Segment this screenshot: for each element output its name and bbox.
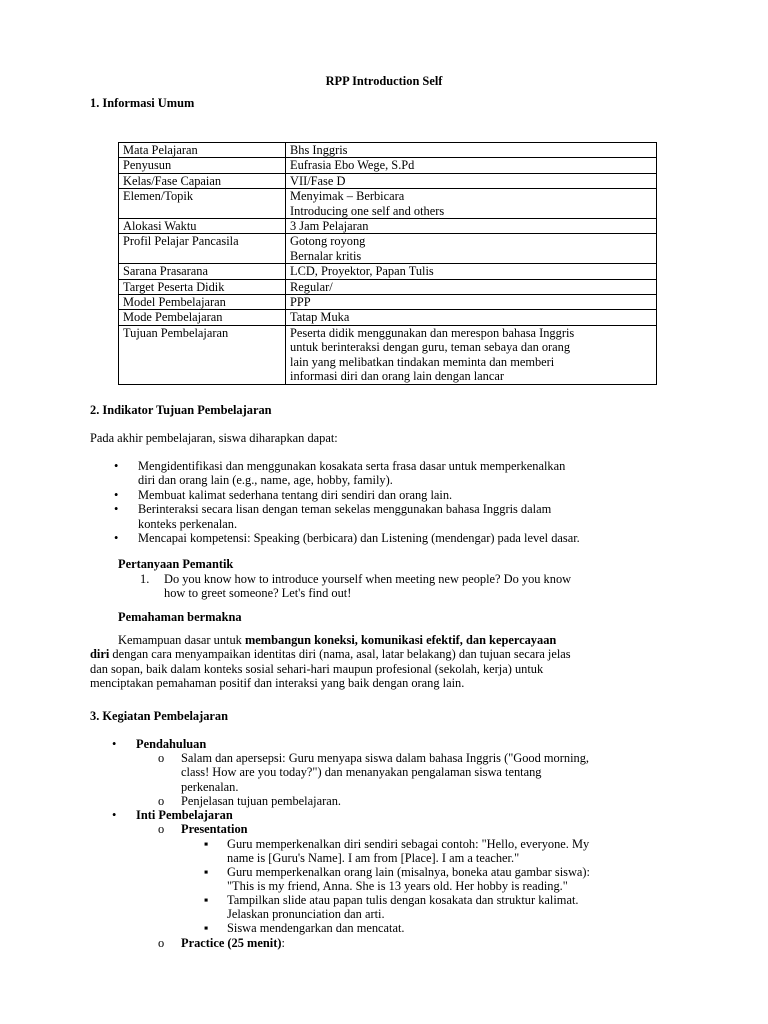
info-row (119, 173, 657, 188)
presentation-item-1 (227, 837, 697, 866)
info-value-line: Gotong royong (290, 234, 366, 249)
circle-marker: o (158, 936, 165, 950)
pendahuluan-item-2: Penjelasan tujuan pembelajaran. (181, 794, 341, 808)
square-marker: ▪ (204, 865, 209, 879)
circle-marker: o (158, 822, 165, 836)
item-line: "This is my friend, Anna. She is 13 years old. Her hobby is reading." (227, 879, 568, 894)
info-value (286, 143, 657, 158)
section-2-intro: Pada akhir pembelajaran, siswa diharapkan dapat: (90, 431, 338, 445)
square-marker: ▪ (204, 921, 209, 935)
info-label: Sarana Prasarana (119, 264, 286, 279)
pertanyaan-text (164, 572, 684, 601)
info-value-line: Eufrasia Ebo Wege, S.Pd (290, 158, 415, 173)
indicator-item (90, 459, 710, 488)
section-2-heading: 2. Indikator Tujuan Pembelajaran (90, 403, 272, 417)
info-value (286, 173, 657, 188)
pendahuluan-item-1 (181, 751, 691, 794)
info-value-line: PPP (290, 295, 311, 310)
pemahaman-text: dengan cara menyampaikan identitas diri (nama, asal, latar belakang) dan tujuan secara jelas (109, 647, 571, 662)
info-value-line: 3 Jam Pelajaran (290, 219, 369, 234)
circle-marker: o (158, 794, 165, 808)
inti-label: Inti Pembelajaran (136, 808, 233, 822)
info-table (118, 142, 657, 385)
info-value (286, 279, 657, 294)
info-value-line: Introducing one self and others (290, 203, 445, 218)
info-label: Tujuan Pembelajaran (119, 325, 286, 384)
indicator-item (90, 488, 710, 502)
bullet-marker: • (114, 502, 119, 517)
info-label: Penyusun (119, 158, 286, 173)
info-row (119, 295, 657, 310)
pemahaman-paragraph (90, 633, 710, 691)
info-value-line: untuk berinteraksi dengan guru, teman sebaya dan orang (290, 340, 571, 355)
info-value (286, 158, 657, 173)
item-line: class! How are you today?") dan menanyakan pengalaman siswa tentang (181, 765, 542, 780)
info-label: Kelas/Fase Capaian (119, 173, 286, 188)
info-row (119, 279, 657, 294)
pemahaman-line-1 (90, 633, 710, 647)
info-value-line: informasi diri dan orang lain dengan lancar (290, 369, 505, 384)
section-1-heading: 1. Informasi Umum (90, 96, 195, 110)
indicator-line: Membuat kalimat sederhana tentang diri sendiri dan orang lain. (138, 487, 453, 502)
pemahaman-line-2 (90, 647, 710, 661)
info-row (119, 143, 657, 158)
info-row (119, 310, 657, 325)
presentation-item-3 (227, 893, 697, 922)
item-line: Jelaskan pronunciation dan arti. (227, 907, 385, 922)
indicator-line: Mencapai kompetensi: Speaking (berbicara) dan Listening (mendengar) pada level dasar. (138, 531, 580, 546)
info-value (286, 219, 657, 234)
info-value-line: Bernalar kritis (290, 248, 362, 263)
practice-text: Practice (25 menit) (181, 936, 282, 950)
item-line: Salam dan apersepsi: Guru menyapa siswa dalam bahasa Inggris ("Good morning, (181, 751, 589, 765)
info-value (286, 295, 657, 310)
indicator-line: diri dan orang lain (e.g., name, age, hobby, family). (138, 473, 393, 488)
bullet-marker: • (114, 531, 119, 546)
info-label: Elemen/Topik (119, 189, 286, 219)
info-label: Mata Pelajaran (119, 143, 286, 158)
info-row (119, 264, 657, 279)
indicator-item (90, 531, 710, 545)
info-label: Target Peserta Didik (119, 279, 286, 294)
item-line: name is [Guru's Name]. I am from [Place]. I am a teacher." (227, 851, 520, 866)
info-label: Mode Pembelajaran (119, 310, 286, 325)
info-label: Profil Pelajar Pancasila (119, 234, 286, 264)
bullet-marker: • (114, 459, 119, 473)
info-label: Model Pembelajaran (119, 295, 286, 310)
pemahaman-bold: membangun koneksi, komunikasi efektif, dan kepercayaan (244, 633, 557, 647)
indicator-line: Mengidentifikasi dan menggunakan kosakata serta frasa dasar untuk memperkenalkan (138, 459, 566, 473)
presentation-label: Presentation (181, 822, 248, 836)
pemahaman-line-3: dan sopan, baik dalam konteks sosial sehari-hari maupun profesional (sekolah, kerja) untuk (90, 661, 544, 676)
indicator-item (90, 502, 710, 531)
bullet-marker: • (114, 487, 119, 502)
section-3-heading: 3. Kegiatan Pembelajaran (90, 709, 228, 723)
item-line: perkenalan. (181, 779, 239, 794)
info-value-line: LCD, Proyektor, Papan Tulis (290, 264, 434, 279)
info-value (286, 264, 657, 279)
pertanyaan-number: 1. (140, 572, 150, 586)
info-value (286, 325, 657, 384)
info-value-line: Regular/ (290, 279, 333, 294)
pertanyaan-line: how to greet someone? Let's find out! (164, 586, 352, 601)
document-title: RPP Introduction Self (325, 74, 443, 88)
circle-marker: o (158, 751, 165, 765)
pertanyaan-line: Do you know how to introduce yourself when meeting new people? Do you know (164, 572, 572, 586)
square-marker: ▪ (204, 837, 209, 851)
pemahaman-line-4: menciptakan pemahaman positif dan interaksi yang baik dengan orang lain. (90, 676, 465, 691)
square-marker: ▪ (204, 893, 209, 907)
presentation-item-2 (227, 865, 697, 894)
info-value-line: Peserta didik menggunakan dan merespon bahasa Inggris (290, 325, 575, 340)
practice-label (181, 936, 285, 950)
pemahaman-text: Kemampuan dasar untuk (118, 633, 245, 647)
info-value-line: VII/Fase D (290, 173, 346, 188)
item-line: Guru memperkenalkan orang lain (misalnya, boneka atau gambar siswa): (227, 865, 590, 879)
info-label: Alokasi Waktu (119, 219, 286, 234)
info-value-line: Bhs Inggris (290, 143, 348, 157)
pendahuluan-label: Pendahuluan (136, 737, 207, 751)
info-value (286, 234, 657, 264)
info-value (286, 189, 657, 219)
indicator-line: konteks perkenalan. (138, 516, 238, 531)
info-row (119, 219, 657, 234)
indicator-line: Berinteraksi secara lisan dengan teman sekelas menggunakan bahasa Inggris dalam (138, 502, 552, 517)
bullet-marker: • (112, 808, 117, 822)
pemahaman-bold: diri (90, 647, 110, 662)
info-row (119, 189, 657, 219)
item-line: Tampilkan slide atau papan tulis dengan kosakata dan struktur kalimat. (227, 893, 579, 907)
bullet-marker: • (112, 737, 117, 751)
practice-colon: : (281, 936, 285, 950)
info-row (119, 325, 657, 384)
info-row (119, 158, 657, 173)
info-value-line: lain yang melibatkan tindakan meminta dan memberi (290, 354, 555, 369)
info-row (119, 234, 657, 264)
indicator-list (90, 459, 710, 545)
info-value-line: Tatap Muka (290, 310, 350, 325)
item-line: Guru memperkenalkan diri sendiri sebagai contoh: "Hello, everyone. My (227, 837, 590, 851)
pemahaman-heading: Pemahaman bermakna (118, 610, 242, 624)
info-value-line: Menyimak – Berbicara (290, 189, 405, 204)
pertanyaan-heading: Pertanyaan Pemantik (118, 557, 234, 571)
presentation-item-4: Siswa mendengarkan dan mencatat. (227, 921, 405, 935)
info-value (286, 310, 657, 325)
